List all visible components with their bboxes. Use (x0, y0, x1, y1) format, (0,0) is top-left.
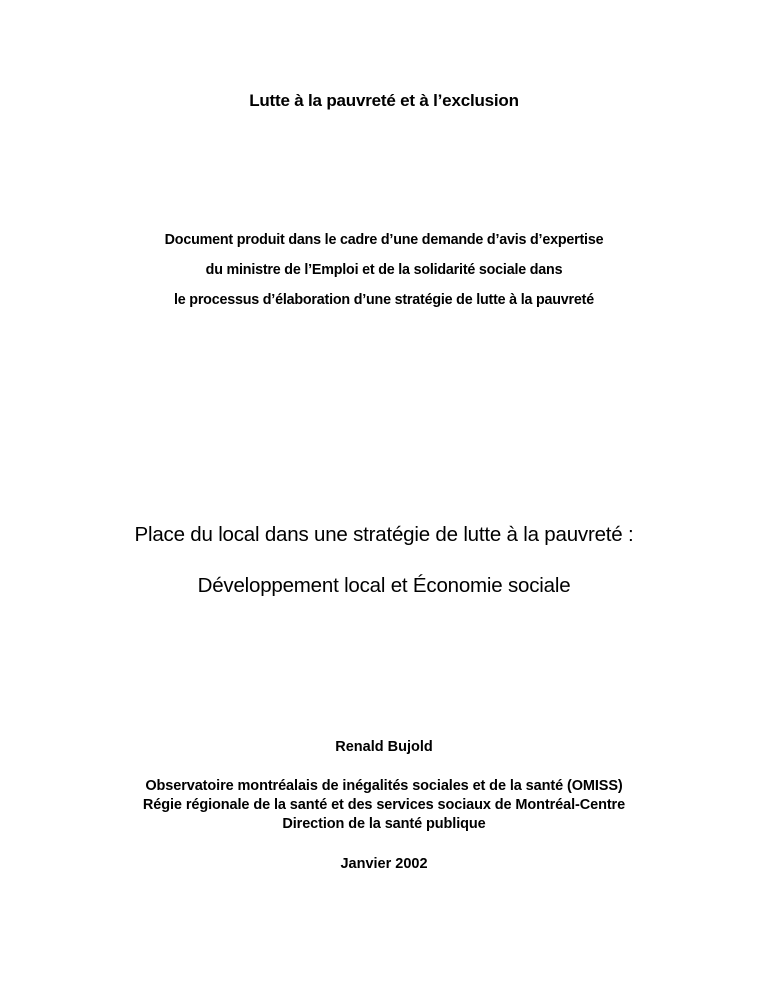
document-title: Place du local dans une stratégie de lutte à la pauvreté : (134, 523, 634, 546)
publication-date: Janvier 2002 (340, 856, 428, 872)
context-line-1: Document produit dans le cadre d’une demande d’avis d’expertise (164, 232, 604, 248)
affiliation-line-2: Régie régionale de la santé et des services sociaux de Montréal-Centre (142, 797, 626, 813)
affiliation-line-1: Observatoire montréalais de inégalités sociales et de la santé (OMISS) (145, 778, 623, 794)
document-subtitle: Développement local et Économie sociale (197, 574, 571, 597)
context-line-3: le processus d’élaboration d’une stratégie de lutte à la pauvreté (173, 292, 594, 308)
author-name: Renald Bujold (335, 739, 433, 755)
series-title: Lutte à la pauvreté et à l’exclusion (249, 91, 519, 110)
context-line-2: du ministre de l’Emploi et de la solidarité sociale dans (205, 262, 563, 278)
affiliation-line-3: Direction de la santé publique (282, 816, 486, 832)
